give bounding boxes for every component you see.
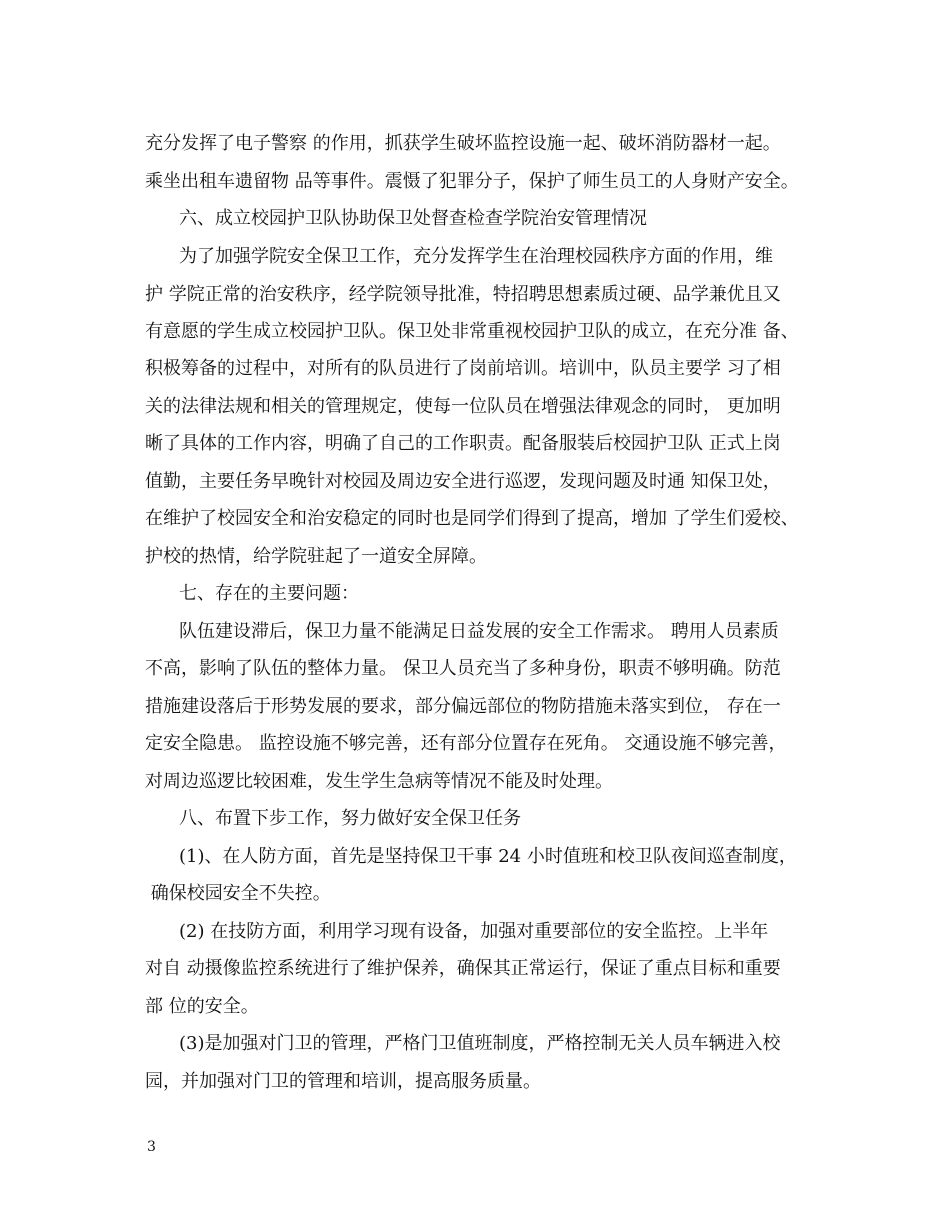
body-text-line: 护校的热情，给学院驻起了一道安全屏障。 [145,546,487,567]
body-text-line: 在维护了校园安全和治安稳定的同时也是同学们得到了提高，增加 了学生们爱校、 [145,508,799,529]
body-text-line: 部 位的安全。 [145,996,259,1017]
body-text-line: 值勤，主要任务早晚针对校园及周边安全进行巡逻，发现问题及时通 知保卫处， [145,471,781,492]
body-text-line: 队伍建设滞后，保卫力量不能满足日益发展的安全工作需求。 聘用人员素质 [179,621,779,642]
body-text-line: (3)是加强对门卫的管理，严格门卫值班制度，严格控制无关人员车辆进入校 [179,1033,781,1054]
body-text-line: 关的法律法规和相关的管理规定，使每一位队员在增强法律观念的同时， 更加明 [145,396,781,417]
body-text-line: (1)、在人防方面，首先是坚持保卫干事 24 小时值班和校卫队夜间巡查制度， [179,846,797,867]
body-text-line: 充分发挥了电子警察 的作用，抓获学生破坏监控设施一起、破坏消防器材一起。 [145,133,781,154]
body-text-line: 护 学院正常的治安秩序，经学院领导批准，特招聘思想素质过硬、品学兼优且又 [145,284,781,305]
body-text-line: 乘坐出租车遗留物 品等事件。震慑了犯罪分子，保护了师生员工的人身财产安全。 [145,171,799,192]
body-text-line: 确保校园安全不失控。 [145,883,331,904]
body-text-line: 晰了具体的工作内容，明确了自己的工作职责。配备服装后校园护卫队 正式上岗 [145,433,781,454]
body-text-line: 为了加强学院安全保卫工作，充分发挥学生在治理校园秩序方面的作用，维 [179,246,773,267]
body-text-line: 措施建设落后于形势发展的要求，部分偏远部位的物防措施未落实到位， 存在一 [145,696,781,717]
body-text-line: 不高，影响了队伍的整体力量。 保卫人员充当了多种身份，职责不够明确。防范 [145,658,781,679]
body-text-line: 积极筹备的过程中，对所有的队员进行了岗前培训。培训中，队员主要学 习了相 [145,358,781,379]
body-text-line: (2) 在技防方面，利用学习现有设备，加强对重要部位的安全监控。上半年 [179,921,769,942]
body-text-line: 对周边巡逻比较困难，发生学生急病等情况不能及时处理。 [145,771,613,792]
section-heading-8: 八、布置下步工作，努力做好安全保卫任务 [179,808,521,829]
section-heading-7: 七、存在的主要问题： [179,583,359,604]
page-number: 3 [147,1139,156,1155]
section-heading-6: 六、成立校园护卫队协助保卫处督查检查学院治安管理情况 [179,208,647,229]
body-text-line: 园，并加强对门卫的管理和培训，提高服务质量。 [145,1071,541,1092]
body-text-line: 对自 动摄像监控系统进行了维护保养，确保其正常运行，保证了重点目标和重要 [145,958,781,979]
body-text-line: 定安全隐患。 监控设施不够完善，还有部分位置存在死角。 交通设施不够完善， [145,733,787,754]
body-text-line: 有意愿的学生成立校园护卫队。保卫处非常重视校园护卫队的成立，在充分准 备、 [145,321,799,342]
